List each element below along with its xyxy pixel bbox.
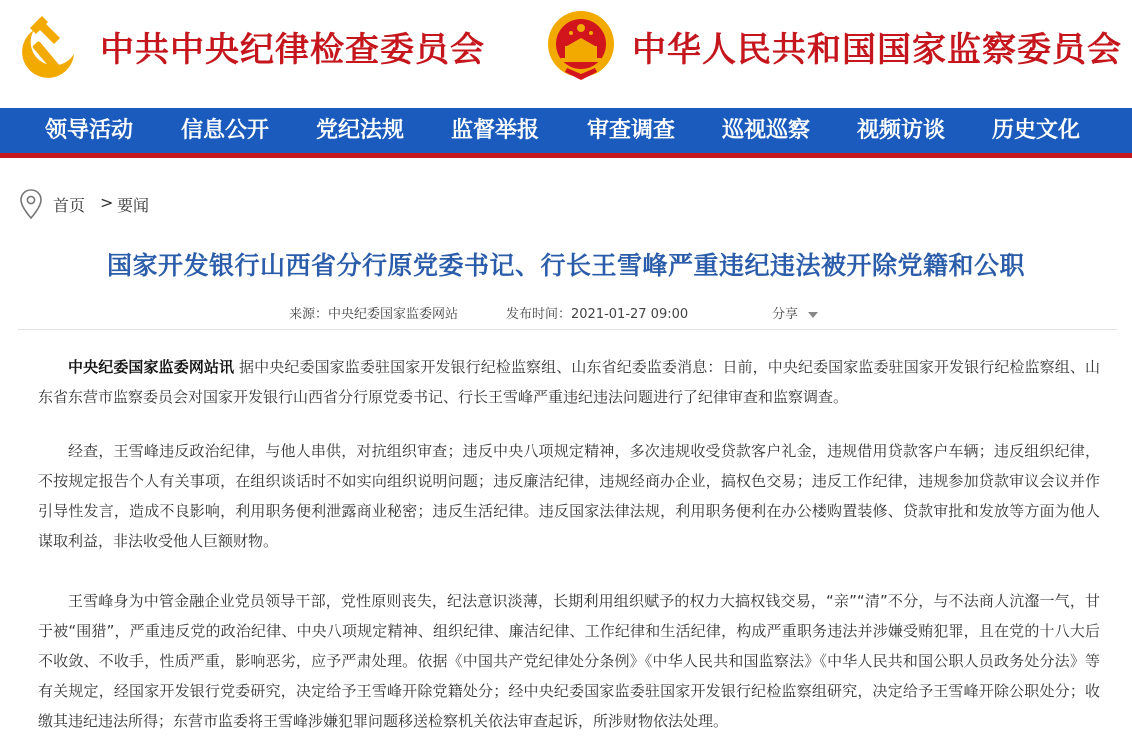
lead-source: 中央纪委国家监委网站讯	[68, 358, 235, 376]
nav-item-regulations[interactable]: 党纪法规	[316, 117, 405, 143]
breadcrumb-separator: >	[100, 193, 114, 212]
nav-item-inspection[interactable]: 巡视巡察	[722, 117, 811, 143]
share-label: 分享	[772, 307, 799, 322]
article-paragraph-3: 王雪峰身为中管金融企业党员领导干部，党性原则丧失，纪法意识淡薄，长期利用组织赋予的权力大搞权钱交易，“亲”“清”不分，与不法商人沆瀣一气，甘于被“围猎”，严重违反党的政治纪律、中央八项规定精神、组织纪律、廉洁纪律、工作纪律和生活纪律，构成严重职务违法并涉嫌受贿犯罪，且在党的十八大后不收敛、不收手，性质严重，影响恶劣，应予严肃处理。依据《中国共产党纪律处分条例》《中华人民共和国监察法》《中华人民共和国公职人员政务处分法》等有关规定，经国家开发银行党委研究，决定给予王雪峰开除党籍处分；经中央纪委国家监委驻国家开发银行纪检监察组研究，决定给予王雪峰开除公职处分；收缴其违纪违法所得；东营市监委将王雪峰涉嫌犯罪问题移送检察机关依法审查起诉，所涉财物依法处理。	[38, 592, 1100, 730]
nav-red-stripe	[0, 153, 1132, 158]
location-pin-icon	[18, 188, 44, 220]
nav-item-supervision[interactable]: 监督举报	[451, 117, 540, 143]
article-title: 国家开发银行山西省分行原党委书记、行长王雪峰严重违纪违法被开除党籍和公职	[106, 251, 1025, 280]
nav-item-history[interactable]: 历史文化	[992, 117, 1081, 143]
nav-item-disclosure[interactable]: 信息公开	[181, 117, 270, 143]
site-header	[0, 0, 1132, 108]
paragraph-1-text: 据中央纪委国家监委驻国家开发银行纪检监察组、山东省纪委监委消息：日前，中央纪委国家监委驻国家开发银行纪检监察组、山东省东营市监察委员会对国家开发银行山西省分行原党委书记、行长王雪峰严重违纪违法问题进行了纪律审查和监察调查。	[38, 358, 1100, 406]
chevron-down-icon	[808, 312, 818, 318]
article-paragraph-1	[38, 352, 1100, 412]
nav-item-investigation[interactable]: 审查调查	[587, 117, 676, 143]
nsc-site-name[interactable]: 中华人民共和国国家监察委员会	[632, 30, 1122, 70]
main-nav	[0, 108, 1132, 153]
share-button[interactable]	[772, 303, 818, 322]
national-emblem-icon	[545, 8, 617, 84]
meta-divider	[18, 329, 1117, 330]
breadcrumb-current[interactable]: 要闻	[117, 196, 150, 215]
nav-item-leadership[interactable]: 领导活动	[45, 117, 134, 143]
nav-item-video[interactable]: 视频访谈	[857, 117, 946, 143]
article-source: 来源：中央纪委国家监委网站	[289, 307, 459, 322]
breadcrumb-home[interactable]: 首页	[53, 196, 86, 215]
article-publish-time: 发布时间：2021-01-27 09:00	[506, 307, 689, 322]
ccdi-site-name[interactable]: 中共中央纪律检查委员会	[100, 30, 485, 70]
hammer-sickle-icon	[20, 10, 88, 78]
article-paragraph-2: 经查，王雪峰违反政治纪律，与他人串供，对抗组织审查；违反中央八项规定精神，多次违规收受贷款客户礼金，违规借用贷款客户车辆；违反组织纪律，不按规定报告个人有关事项，在组织谈话时不如实向组织说明问题；违反廉洁纪律，违规经商办企业，搞权色交易；违反工作纪律，违规参加贷款审议会议并作引导性发言，造成不良影响，利用职务便利泄露商业秘密；违反生活纪律。违反国家法律法规，利用职务便利在办公楼购置装修、贷款审批和发放等方面为他人谋取利益，非法收受他人巨额财物。	[38, 442, 1100, 550]
